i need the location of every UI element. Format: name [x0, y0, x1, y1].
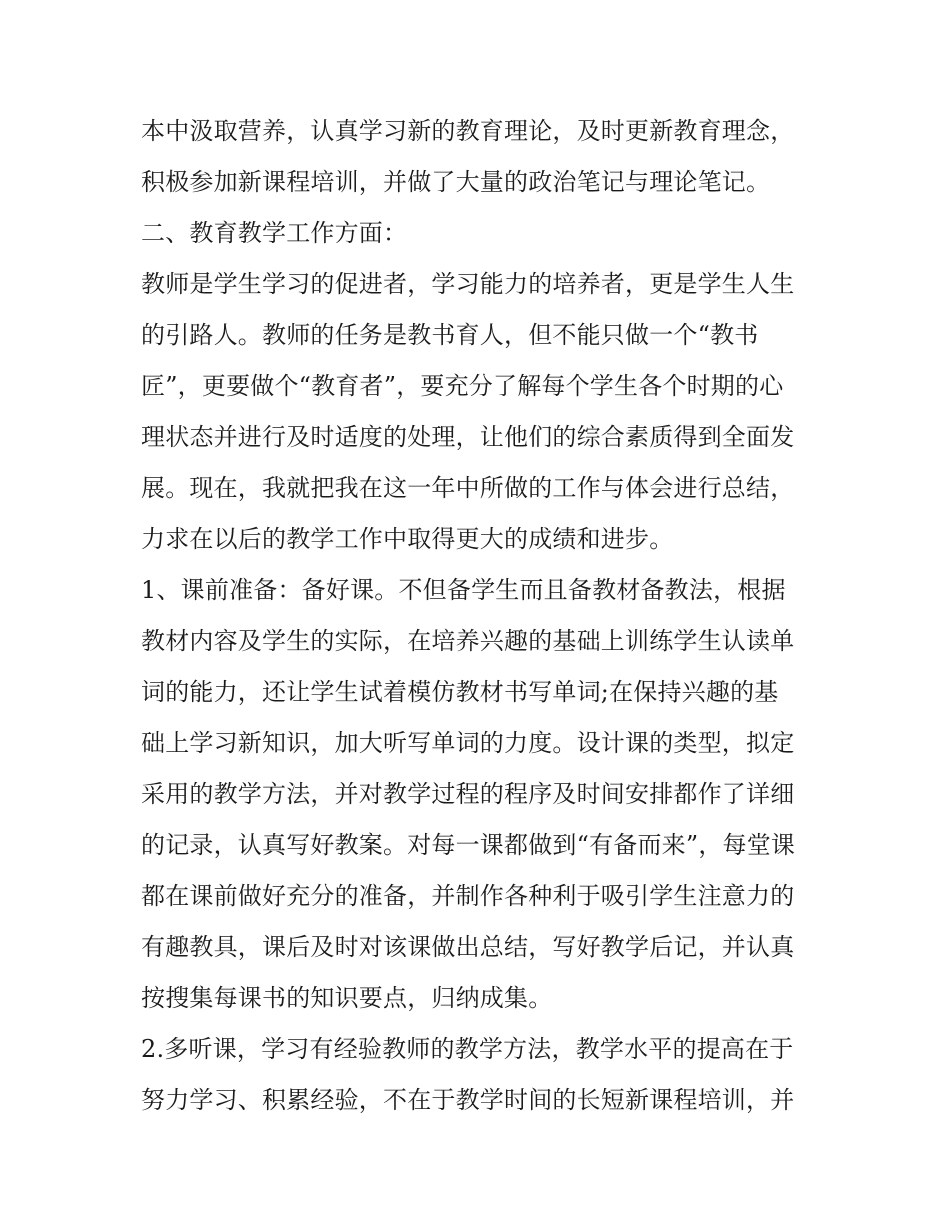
text-line: 1、课前准备：备好课。不但备学生而且备教材备教法，根据 — [141, 576, 786, 604]
section-heading: 二、教育教学工作方面： — [141, 219, 408, 247]
text-line: 理状态并进行及时适度的处理，让他们的综合素质得到全面发 — [141, 423, 795, 451]
text-line: 础上学习新知识，加大听写单词的力度。设计课的类型，拟定 — [141, 729, 795, 757]
text-line: 按搜集每课书的知识要点，归纳成集。 — [141, 984, 553, 1012]
text-line: 有趣教具，课后及时对该课做出总结，写好教学后记，并认真 — [141, 933, 795, 961]
text-line: 的记录，认真写好教案。对每一课都做到“有备而来”，每堂课 — [141, 831, 796, 859]
text-line: 努力学习、积累经验，不在于教学时间的长短新课程培训，并 — [141, 1086, 795, 1114]
text-line: 2.多听课，学习有经验教师的教学方法，教学水平的提高在于 — [141, 1035, 794, 1063]
text-line: 力求在以后的教学工作中取得更大的成绩和进步。 — [141, 525, 674, 553]
text-line: 的引路人。教师的任务是教书育人，但不能只做一个“教书 — [141, 321, 759, 349]
text-line: 积极参加新课程培训，并做了大量的政治笔记与理论笔记。 — [141, 168, 771, 196]
text-line: 教材内容及学生的实际，在培养兴趣的基础上训练学生认读单 — [141, 627, 795, 655]
text-line: 匠”，更要做个“教育者”，要充分了解每个学生各个时期的心 — [141, 372, 784, 400]
text-line: 展。现在，我就把我在这一年中所做的工作与体会进行总结， — [141, 474, 795, 502]
text-line: 词的能力，还让学生试着模仿教材书写单词;在保持兴趣的基 — [141, 678, 779, 706]
document-body — [141, 111, 821, 1131]
text-line: 教师是学生学习的促进者，学习能力的培养者，更是学生人生 — [141, 270, 795, 298]
text-line: 采用的教学方法，并对教学过程的程序及时间安排都作了详细 — [141, 780, 795, 808]
text-line: 都在课前做好充分的准备，并制作各种利于吸引学生注意力的 — [141, 882, 795, 910]
text-line: 本中汲取营养，认真学习新的教育理论，及时更新教育理念， — [141, 117, 795, 145]
